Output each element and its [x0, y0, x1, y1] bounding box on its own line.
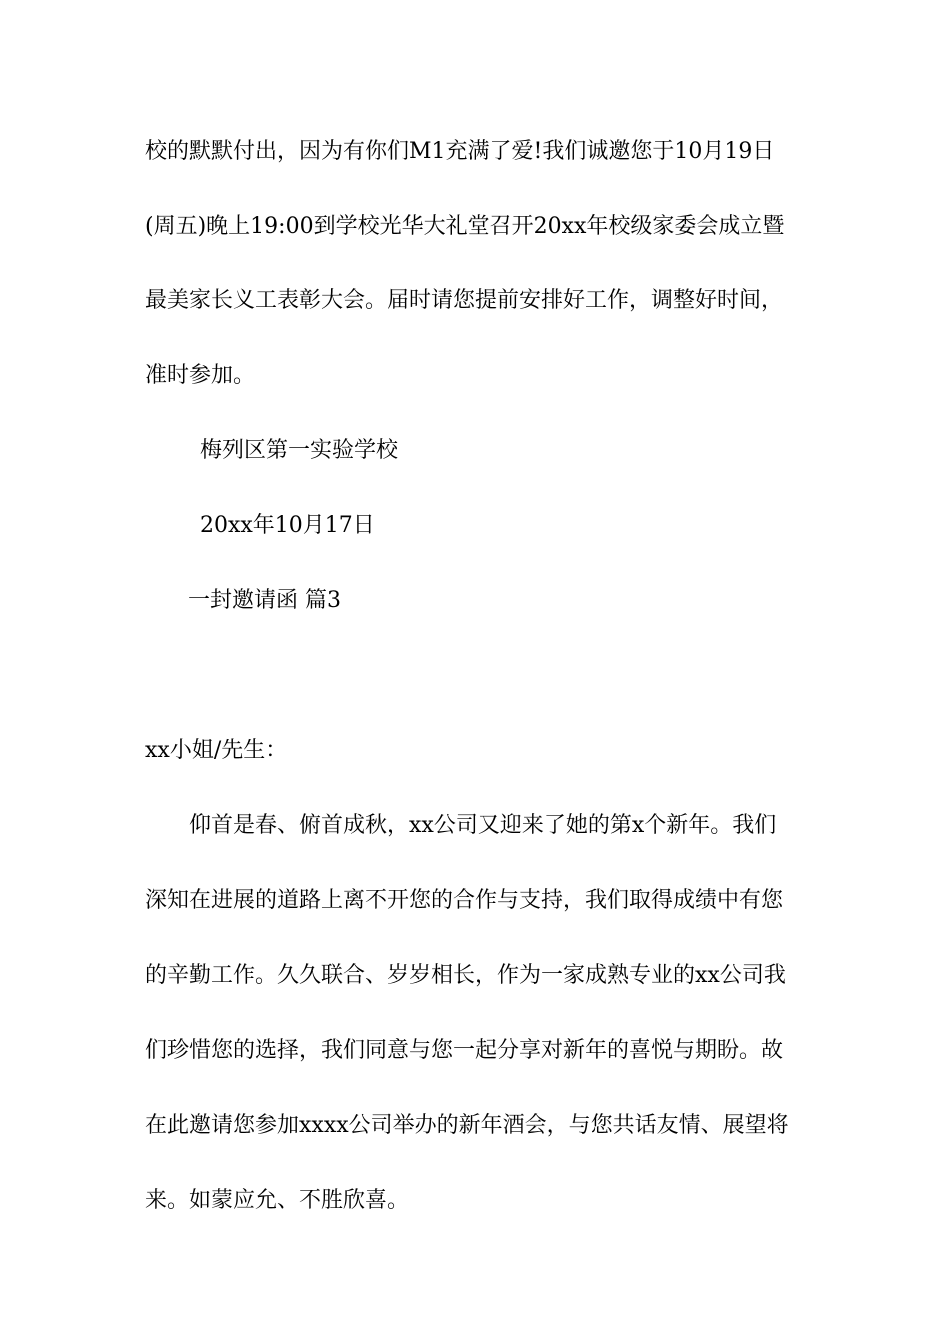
section-title: 一封邀请函 篇3: [188, 588, 341, 613]
paragraph-line: 在此邀请您参加xxxx公司举办的新年酒会，与您共话友情、展望将: [145, 1113, 789, 1138]
paragraph-line: 的辛勤工作。久久联合、岁岁相长，作为一家成熟专业的xx公司我: [145, 963, 786, 988]
paragraph-line: 来。如蒙应允、不胜欣喜。: [145, 1188, 410, 1213]
paragraph-line: 们珍惜您的选择，我们同意与您一起分享对新年的喜悦与期盼。故: [145, 1038, 784, 1063]
paragraph-line: 深知在进展的道路上离不开您的合作与支持，我们取得成绩中有您: [145, 888, 784, 913]
salutation: xx小姐/先生：: [145, 738, 288, 763]
signature-date: 20xx年10月17日: [200, 513, 375, 538]
paragraph-line: 最美家长义工表彰大会。届时请您提前安排好工作，调整好时间，: [145, 288, 784, 313]
signature-school: 梅列区第一实验学校: [200, 438, 399, 463]
paragraph-line: 准时参加。: [145, 363, 256, 388]
paragraph-line: 校的默默付出，因为有你们M1充满了爱!我们诚邀您于10月19日: [145, 139, 775, 164]
paragraph-line: 仰首是春、俯首成秋，xx公司又迎来了她的第x个新年。我们: [189, 813, 777, 838]
paragraph-line: (周五)晚上19:00到学校光华大礼堂召开20xx年校级家委会成立暨: [145, 214, 785, 239]
